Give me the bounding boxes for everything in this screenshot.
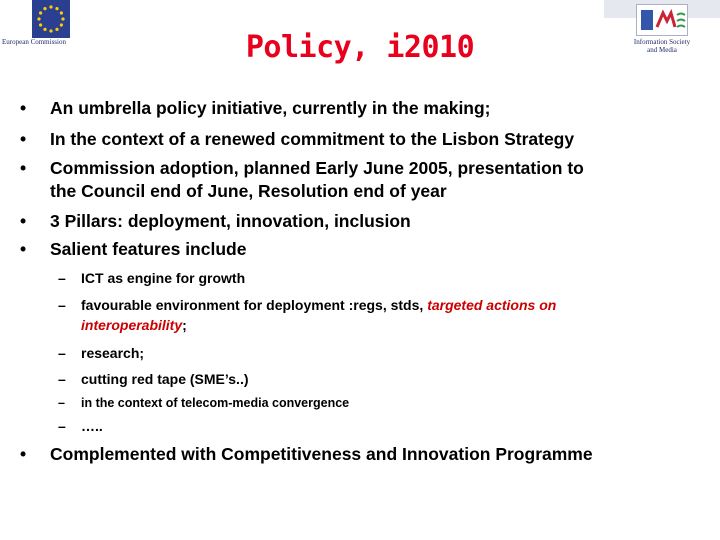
sub-item-text: cutting red tape (SME’s..) <box>81 371 249 387</box>
ec-caption: European Commission <box>2 38 66 46</box>
bullet-item <box>20 210 411 233</box>
sub-item-text: ….. <box>81 418 103 434</box>
bullet-text: Complemented with Competitiveness and Innovation Programme <box>50 444 593 464</box>
sub-item <box>58 268 245 288</box>
eu-flag-icon <box>32 0 70 38</box>
isc-caption: Information Society and Media <box>633 38 691 54</box>
bullet-symbol: • <box>20 444 27 464</box>
bullet-text-line1: Commission adoption, planned Early June 2005, presentation to <box>50 158 584 178</box>
sub-item <box>58 295 556 335</box>
sub-item <box>58 343 144 363</box>
bullet-item <box>20 238 246 261</box>
sub-item-text: favourable environment for deployment :regs, stds, targeted actions on <box>81 297 557 313</box>
bullet-item <box>20 97 491 120</box>
sub-item <box>58 369 249 389</box>
dash-symbol: – <box>58 371 66 387</box>
bullet-item <box>20 157 584 203</box>
slide-title: Policy, i2010 <box>245 30 475 65</box>
bullet-text: Salient features include <box>50 239 247 259</box>
highlight-text: interoperability <box>81 317 183 333</box>
sub-item-text: research; <box>81 345 145 361</box>
bullet-item <box>20 128 574 151</box>
bullet-text-line2: the Council end of June, Resolution end of year <box>50 181 447 201</box>
dash-symbol: – <box>58 345 66 361</box>
bullet-symbol: • <box>20 129 27 149</box>
sub-item-text: in the context of telecom-media convergence <box>81 396 350 410</box>
bullet-symbol: • <box>20 98 27 118</box>
bullet-text: In the context of a renewed commitment to the Lisbon Strategy <box>50 129 575 149</box>
bullet-symbol: • <box>20 158 27 178</box>
isc-emblem-icon <box>636 4 688 36</box>
sub-item <box>58 393 349 413</box>
bullet-text: An umbrella policy initiative, currently in the making; <box>50 98 491 118</box>
sub-item-text: ICT as engine for growth <box>81 270 246 286</box>
dash-symbol: – <box>58 270 66 286</box>
highlight-text: targeted actions on <box>427 297 557 313</box>
european-commission-logo <box>2 0 80 52</box>
sub-item <box>58 416 103 436</box>
sub-item-text-line2: interoperability; <box>81 317 187 333</box>
bullet-symbol: • <box>20 239 27 259</box>
information-society-logo <box>604 0 720 66</box>
bullet-item <box>20 443 593 466</box>
dash-symbol: – <box>58 396 65 410</box>
bullet-symbol: • <box>20 211 27 231</box>
bullet-text: 3 Pillars: deployment, innovation, inclusion <box>50 211 411 231</box>
dash-symbol: – <box>58 418 66 434</box>
dash-symbol: – <box>58 297 66 313</box>
